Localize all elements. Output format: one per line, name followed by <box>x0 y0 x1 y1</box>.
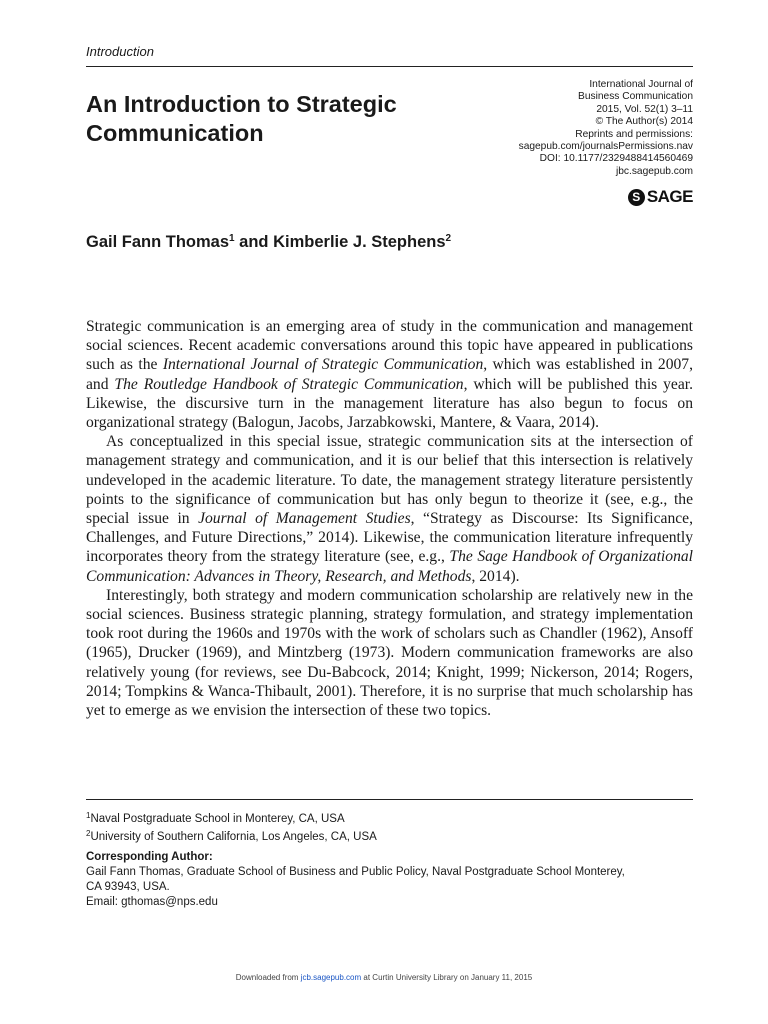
body-paragraph-1 <box>86 317 693 432</box>
download-notice <box>0 973 768 982</box>
book-title-italic: The Sage Handbook of Organizational Communication: Advances in Theory, Research, and Methods <box>86 548 693 585</box>
affiliation-footnotes <box>86 809 693 845</box>
footnote-mark: 1 <box>86 811 91 820</box>
corresponding-author-address: CA 93943, USA. <box>86 881 170 893</box>
footnote-rule <box>86 799 693 800</box>
paragraph-text: , which will be published this year. Likewise, the discursive turn in the management literature has also begun to focus on organizational strategy (Balogun, Jacobs, Jarzabkowski, Mantere, & Vaara, 2014). <box>86 375 693 432</box>
corresponding-author-address: Gail Fann Thomas, Graduate School of Business and Public Policy, Naval Postgraduate School Monterey, <box>86 866 625 878</box>
body-paragraph-2 <box>86 432 693 586</box>
footnote-text: University of Southern California, Los Angeles, CA, USA <box>90 830 377 843</box>
paragraph-text: As conceptualized in this special issue, strategic communication sits at the intersection of management strategy and communication, and it is our belief that this intersection is relatively undeveloped in the academic literature. To date, the management strategy literature persistently points to the significance of communication but has only begun to theorize it (see, e.g., the special issue in <box>86 433 693 528</box>
journal-name-line2: Business Communication <box>578 91 693 103</box>
sage-wordmark: SAGE <box>646 187 693 206</box>
journal-volume: 2015, Vol. 52(1) 3–11 <box>596 103 693 115</box>
article-body <box>86 317 693 720</box>
sage-logo <box>628 186 693 208</box>
article-title-line1: An Introduction to Strategic <box>86 91 397 117</box>
footnote-2 <box>86 827 693 845</box>
corresponding-author <box>86 850 693 910</box>
corresponding-author-email[interactable]: Email: gthomas@nps.edu <box>86 896 218 908</box>
journal-name-line1: International Journal of <box>589 79 693 90</box>
sage-s-icon: S <box>628 189 645 206</box>
download-text: at Curtin University Library on January 11, 2015 <box>361 973 533 982</box>
body-paragraph-3: Interestingly, both strategy and modern communication scholarship are relatively new in the social sciences. Business strategic planning, strategy formulation, and strategy implementation took root during the 1960s and 1970s with the work of scholars such as Chandler (1962), Ansoff (1965), Drucker (1969), and Mintzberg (1973). Modern communication frameworks are also relatively young (for reviews, see Du-Babcock, 2014; Knight, 1999; Nickerson, 2014; Rogers, 2014; Tompkins & Wanca-Thibault, 2001). Therefore, it is no surprise that much scholarship has yet to emerge as we envision the intersection of these two topics. <box>86 586 693 720</box>
header-rule <box>86 66 693 67</box>
author-affiliation-mark: 2 <box>445 233 452 244</box>
footnote-mark: 2 <box>86 828 91 838</box>
reprints-url[interactable]: sagepub.com/journalsPermissions.nav <box>518 141 693 153</box>
download-text: Downloaded from <box>235 973 301 982</box>
corresponding-author-heading: Corresponding Author: <box>86 851 213 863</box>
footnote-text: Naval Postgraduate School in Monterey, CA, USA <box>90 813 345 825</box>
author-list <box>86 233 451 252</box>
reprints-label: Reprints and permissions: <box>575 128 693 140</box>
author-conjunction: and <box>234 233 274 251</box>
download-link[interactable]: jcb.sagepub.com <box>300 973 362 982</box>
journal-title-italic: International Journal of Strategic Communication <box>162 356 484 374</box>
footnote-1 <box>86 809 693 827</box>
author-name: Gail Fann Thomas <box>86 233 230 251</box>
paragraph-text: , which was established in 2007, and <box>86 356 693 393</box>
article-title-line2: Communication <box>86 120 264 146</box>
paragraph-text: Strategic communication is an emerging area of study in the communication and management social sciences. Recent academic conversations around this topic have appeared in publications such as the <box>86 318 693 374</box>
author-affiliation-mark: 1 <box>229 233 235 244</box>
running-head-section: Introduction <box>86 44 154 59</box>
book-title-italic: The Routledge Handbook of Strategic Communication <box>114 375 464 393</box>
article-title <box>86 90 496 148</box>
copyright: © The Author(s) 2014 <box>595 116 693 128</box>
paragraph-text: , 2014). <box>471 567 520 585</box>
paragraph-text: , “Strategy as Discourse: Its Significance, Challenges, and Future Directions,” 2014). Likewise, the communication literature infrequently incorporates theory from the strategy literature (see, e.g., <box>86 510 693 566</box>
doi[interactable]: DOI: 10.1177/2329488414560469 <box>539 153 693 165</box>
author-name: Kimberlie J. Stephens <box>273 233 446 251</box>
journal-site[interactable]: jbc.sagepub.com <box>615 165 693 177</box>
journal-title-italic: Journal of Management Studies <box>198 510 411 528</box>
